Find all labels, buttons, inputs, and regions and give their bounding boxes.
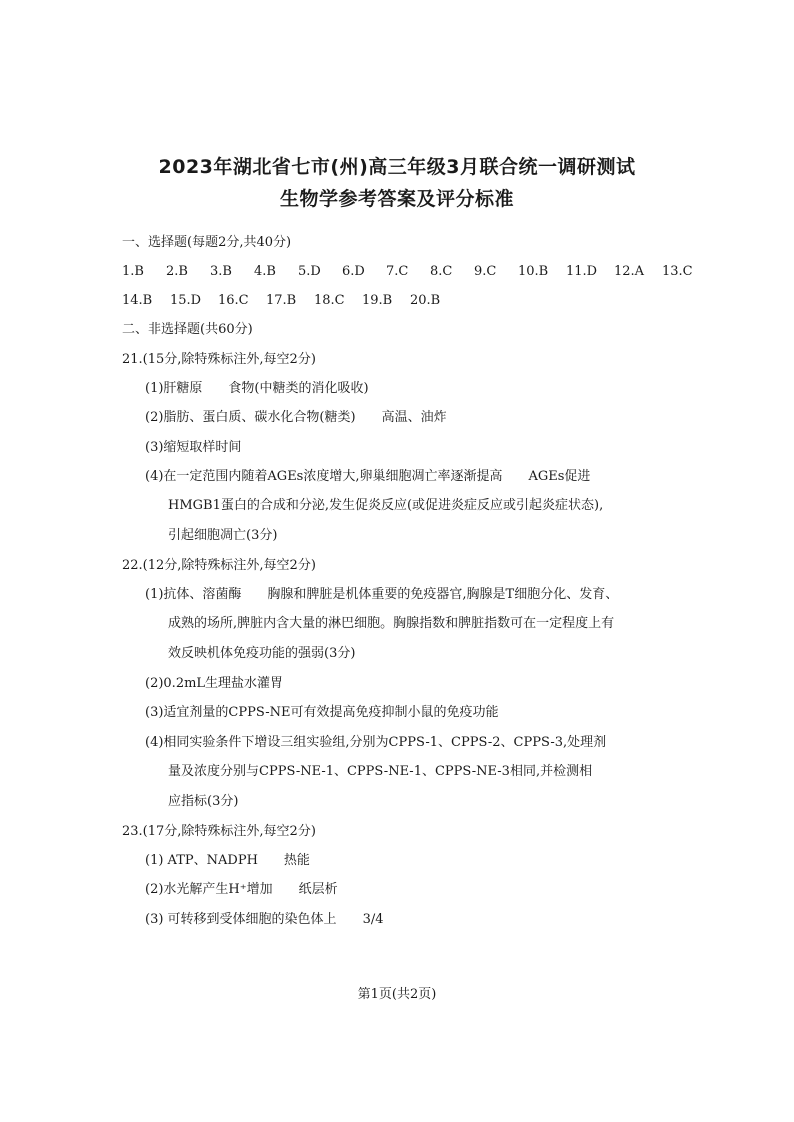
q23-a2-part2: 纸层析 [298,882,338,897]
choice-answer: 1.B [122,264,144,279]
q21-a1-part2: 食物(中糖类的消化吸收) [228,381,369,396]
q23-answer-2 [145,881,338,899]
q23-a1-part1: (1) ATP、NADPH [145,853,258,868]
choice-answer: 12.A [614,264,645,279]
q22-a1-part1: (1)抗体、溶菌酶 [145,587,242,602]
answers-row-2 [122,292,458,310]
choice-answer: 5.D [298,264,321,279]
choice-answer: 19.B [362,293,393,308]
choice-answer: 3.B [210,264,232,279]
q22-answer-4-line3: 应指标(3分) [168,794,239,809]
q23-a3-part1: (3) 可转移到受体细胞的染色体上 [145,912,337,927]
page-title: 2023年湖北省七市(州)高三年级3月联合统一调研测试 [158,156,636,178]
answers-row-1 [122,263,710,281]
q22-answer-1-line3: 效反映机体免疫功能的强弱(3分) [168,646,356,661]
choice-answer: 14.B [122,293,153,308]
q22-answer-2: (2)0.2mL生理盐水灌胃 [145,676,284,691]
choice-answer: 8.C [430,264,453,279]
q21-a2-part2: 高温、油炸 [381,410,447,425]
q21-a2-part1: (2)脂肪、蛋白质、碳水化合物(糖类) [145,410,356,425]
q23-a2-part1: (2)水光解产生H⁺增加 [145,882,273,897]
choice-answer: 11.D [566,264,598,279]
section1-header: 一、选择题(每题2分,共40分) [122,235,292,250]
q22-answer-1-line1 [145,586,618,604]
q21-answer-2 [145,409,447,427]
q21-a4-part1: (4)在一定范围内随着AGEs浓度增大,卵巢细胞凋亡率逐渐提高 [145,469,503,484]
q21-answer-4-line3: 引起细胞凋亡(3分) [168,528,278,543]
q22-answer-4-line2: 量及浓度分别与CPPS-NE-1、CPPS-NE-1、CPPS-NE-3相同,并检测相 [168,764,593,779]
choice-answer: 18.C [314,293,345,308]
q21-answer-1 [145,380,369,398]
choice-answer: 17.B [266,293,297,308]
q22-answer-4-line1: (4)相同实验条件下增设三组实验组,分别为CPPS-1、CPPS-2、CPPS-3,处理剂 [145,735,607,750]
q23-a3-part2: 3/4 [362,912,384,927]
section2-header: 二、非选择题(共60分) [122,322,253,337]
choice-answer: 7.C [386,264,409,279]
choice-answer: 20.B [410,293,441,308]
q21-a4-part2: AGEs促进 [528,469,591,484]
q23-a1-part2: 热能 [283,853,310,868]
page-subtitle: 生物学参考答案及评分标准 [279,188,514,210]
choice-answer: 9.C [474,264,497,279]
q21-answer-4-line2: HMGB1蛋白的合成和分泌,发生促炎反应(或促进炎症反应或引起炎症状态), [168,498,604,513]
q22-a1-part2: 胸腺和脾脏是机体重要的免疫器官,胸腺是T细胞分化、发育、 [267,587,619,602]
q21-a1-part1: (1)肝糖原 [145,381,203,396]
q22-answer-1-line2: 成熟的场所,脾脏内含大量的淋巴细胞。胸腺指数和脾脏指数可在一定程度上有 [168,616,615,631]
page-number: 第1页(共2页) [357,987,437,1002]
q23-answer-1 [145,852,310,870]
q21-answer-4-line1 [145,468,590,486]
choice-answer: 15.D [170,293,202,308]
choice-answer: 10.B [518,264,549,279]
q22-answer-3: (3)适宜剂量的CPPS-NE可有效提高免疫抑制小鼠的免疫功能 [145,705,499,720]
choice-answer: 6.D [342,264,365,279]
q23-header: 23.(17分,除特殊标注外,每空2分) [122,824,316,839]
choice-answer: 2.B [166,264,188,279]
choice-answer: 13.C [662,264,693,279]
q22-header: 22.(12分,除特殊标注外,每空2分) [122,558,316,573]
q23-answer-3 [145,911,383,929]
choice-answer: 16.C [218,293,249,308]
q21-header: 21.(15分,除特殊标注外,每空2分) [122,352,316,367]
choice-answer: 4.B [254,264,276,279]
q21-answer-3: (3)缩短取样时间 [145,440,242,455]
